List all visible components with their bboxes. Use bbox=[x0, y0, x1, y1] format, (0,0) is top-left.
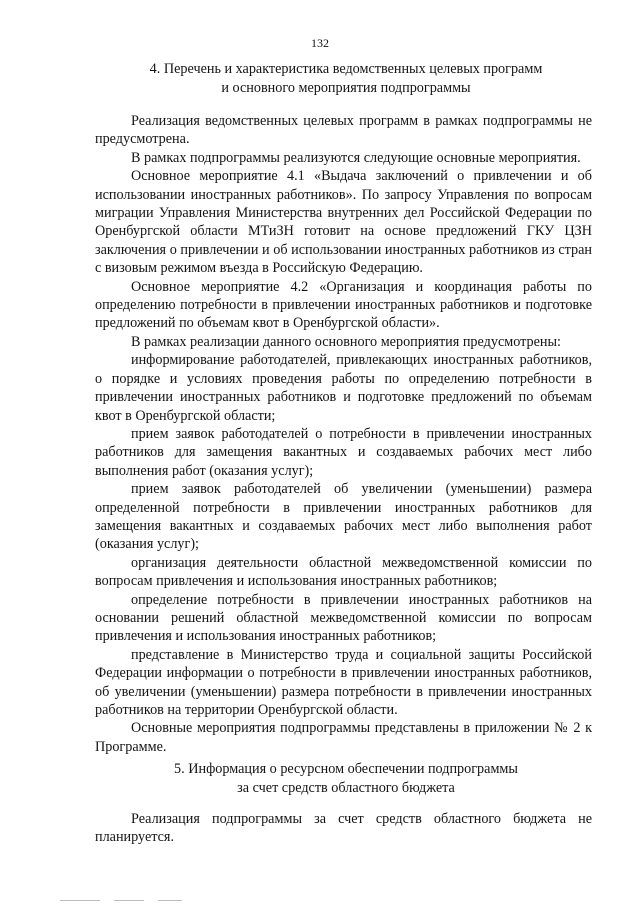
section-5-heading bbox=[96, 760, 596, 797]
section-4-title-line-1: 4. Перечень и характеристика ведомственных целевых программ bbox=[149, 61, 543, 77]
page-number: 132 bbox=[311, 36, 329, 50]
section-5-body bbox=[95, 810, 592, 847]
scan-artifact-marks bbox=[60, 900, 260, 902]
list-item: информирование работодателей, привлекающих иностранных работников, о порядке и условиях проведения работы по определению потребности в привлечении иностранных работников и подготовке предложений по объемам квот в Оренбургской области; bbox=[95, 352, 592, 424]
paragraph: Основное мероприятие 4.1 «Выдача заключений о привлечении и об использовании иностранных работников». По запросу Управления по вопросам миграции Управления Министерства внутренних дел Российской Федерации по Оренбургской области МТиЗН готовит на основе предложений ГКУ ЦЗН заключения о привлечении и об использовании иностранных работников из стран с визовым режимом въезда в Российскую Федерацию. bbox=[95, 168, 592, 277]
paragraph: Основные мероприятия подпрограммы представлены в приложении № 2 к Программе. bbox=[95, 720, 592, 755]
section-4-title-line-2: и основного мероприятия подпрограммы bbox=[221, 79, 471, 96]
paragraph: В рамках реализации данного основного мероприятия предусмотрены: bbox=[131, 333, 561, 350]
list-item: определение потребности в привлечении иностранных работников на основании решений областной межведомственной комиссии по вопросам привлечения и использования иностранных работников; bbox=[95, 591, 592, 645]
section-5-title-line-2: за счет средств областного бюджета bbox=[237, 779, 455, 796]
list-item: прием заявок работодателей об увеличении (уменьшении) размера определенной потребности в привлечении иностранных работников для замещения вакантных и создаваемых рабочих мест либо выполнения работ (оказания услуг); bbox=[95, 481, 592, 553]
section-5-title-line-1: 5. Информация о ресурсном обеспечении подпрограммы bbox=[174, 761, 518, 777]
list-item: представление в Министерство труда и социальной защиты Российской Федерации информации о потребности в привлечении иностранных работников, об увеличении (уменьшении) размера потребности в привлечении иностранных работников на территории Оренбургской области. bbox=[95, 646, 592, 718]
section-4-body bbox=[95, 112, 592, 756]
paragraph: Реализация ведомственных целевых программ в рамках подпрограммы не предусмотрена. bbox=[95, 113, 592, 148]
paragraph: Основное мероприятие 4.2 «Организация и координация работы по определению потребности в привлечении иностранных работников и подготовке предложений по объемам квот в Оренбургской области». bbox=[95, 278, 592, 332]
paragraph: В рамках подпрограммы реализуются следующие основные мероприятия. bbox=[131, 149, 581, 166]
list-item: организация деятельности областной межведомственной комиссии по вопросам привлечения и использования иностранных работников; bbox=[95, 554, 592, 590]
list-item: прием заявок работодателей о потребности в привлечении иностранных работников для замещения вакантных и создаваемых рабочих мест либо выполнения работ (оказания услуг); bbox=[95, 425, 592, 479]
section-4-heading bbox=[96, 60, 596, 97]
paragraph: Реализация подпрограммы за счет средств областного бюджета не планируется. bbox=[95, 811, 592, 846]
